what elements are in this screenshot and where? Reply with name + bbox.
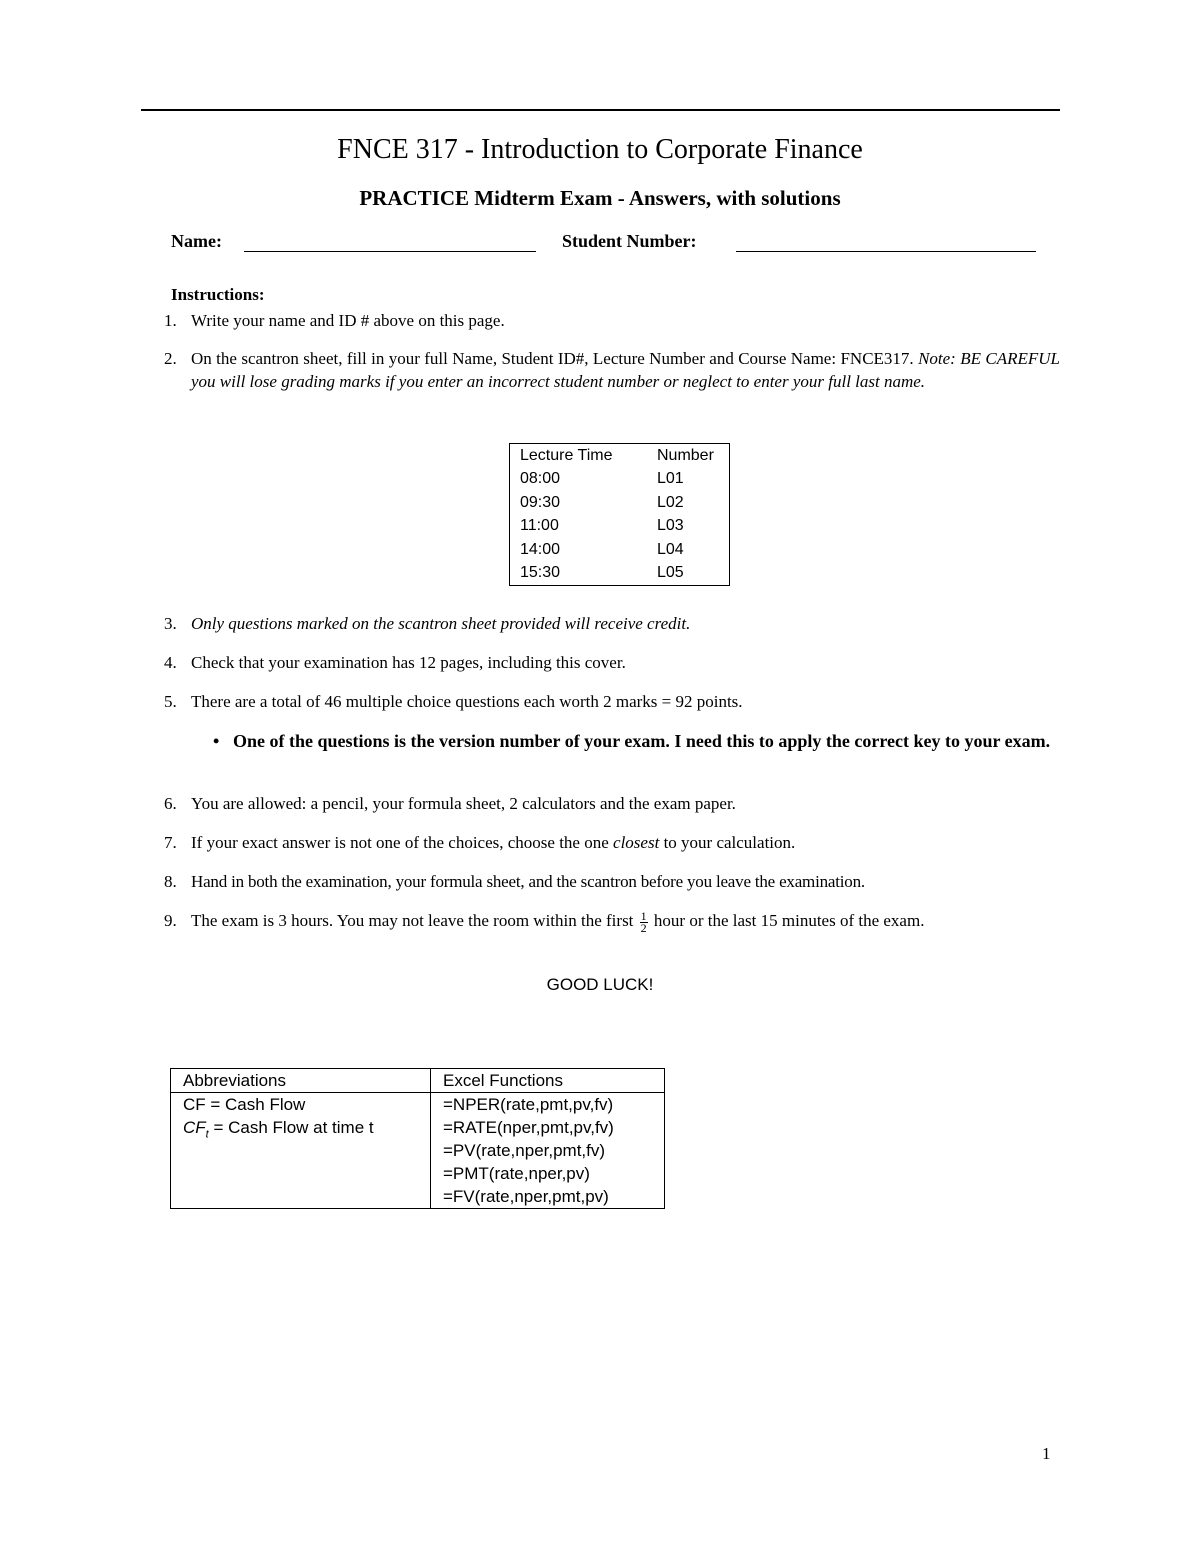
lecture-time: 11:00: [520, 517, 559, 535]
top-rule: [141, 109, 1060, 111]
lecture-number: L02: [657, 493, 684, 511]
half-fraction: [640, 908, 648, 935]
item-text-main: On the scantron sheet, fill in your full Name, Student ID#, Lecture Number and Course Name: FNCE317.: [191, 349, 919, 368]
item-text: [191, 831, 1060, 854]
item-number: 5.: [164, 692, 177, 711]
excel-functions-cell: [431, 1093, 665, 1209]
item-text: You are allowed: a pencil, your formula sheet, 2 calculators and the exam paper.: [191, 794, 736, 813]
instruction-item-4: [164, 651, 1060, 674]
instruction-item-3: [164, 612, 1060, 635]
table-row: [510, 538, 730, 562]
cft-subscript: t: [205, 1128, 209, 1141]
item-number: 1.: [164, 311, 177, 330]
excel-function-pv: =PV(rate,nper,pmt,fv): [443, 1141, 606, 1160]
table-row: [510, 491, 730, 515]
instruction-item-1: [164, 309, 1060, 332]
header-cell: Lecture Time: [520, 446, 613, 464]
bullet-text: One of the questions is the version number of your exam. I need this to apply the correct key to your exam.: [233, 731, 1051, 751]
item-text-after: to your calculation.: [659, 833, 796, 852]
bullet-icon: •: [213, 731, 220, 751]
table-header-row: [510, 444, 730, 468]
student-number-fill-line[interactable]: [736, 251, 1036, 252]
page-number: 1: [1042, 1444, 1051, 1463]
excel-function-rate: =RATE(nper,pmt,pv,fv): [443, 1118, 614, 1137]
item-number: 7.: [164, 833, 177, 852]
item-number: 3.: [164, 614, 177, 633]
lecture-number: L03: [657, 517, 684, 535]
instruction-item-6: [164, 792, 1060, 815]
item-text-before: If your exact answer is not one of the choices, choose the one: [191, 833, 614, 852]
student-number-label: Student Number:: [562, 231, 697, 251]
name-label: Name:: [171, 231, 222, 251]
abbreviations-table: [170, 1068, 665, 1209]
instruction-item-8: [164, 870, 1060, 893]
item-text: Only questions marked on the scantron sheet provided will receive credit.: [191, 614, 691, 633]
item-text-after: hour or the last 15 minutes of the exam.: [649, 911, 925, 930]
item-number: 4.: [164, 653, 177, 672]
item-text: [191, 909, 1060, 934]
name-fill-line[interactable]: [244, 251, 536, 252]
cft-definition: = Cash Flow at time t: [213, 1118, 374, 1137]
cft-symbol: CF: [183, 1118, 206, 1137]
lecture-time: 09:30: [520, 493, 561, 511]
lecture-time: 08:00: [520, 470, 561, 488]
lecture-table: [509, 443, 730, 586]
excel-function-pmt: =PMT(rate,nper,pv): [443, 1164, 590, 1183]
instruction-item-7: [164, 831, 1060, 854]
item-text-before: The exam is 3 hours. You may not leave the room within the first: [191, 911, 638, 930]
item-number: 6.: [164, 794, 177, 813]
bullet-item: [213, 730, 1060, 753]
header-cell: Excel Functions: [431, 1069, 665, 1093]
header-cell: Abbreviations: [171, 1069, 431, 1093]
fraction-numerator: 1: [640, 908, 647, 923]
table-row: [510, 515, 730, 539]
table-header-row: [171, 1069, 665, 1093]
lecture-time: 14:00: [520, 540, 561, 558]
lecture-number: L05: [657, 564, 684, 582]
lecture-number: L01: [657, 470, 684, 488]
item-text: There are a total of 46 multiple choice questions each worth 2 marks = 92 points.: [191, 692, 743, 711]
course-title: FNCE 317 - Introduction to Corporate Finance: [337, 134, 863, 165]
item-number: 2.: [164, 349, 177, 368]
abbreviation-cf: CF = Cash Flow: [183, 1095, 306, 1114]
header-cell: Number: [657, 446, 714, 464]
item-emphasis: closest: [613, 833, 660, 852]
lecture-time: 15:30: [520, 564, 561, 582]
instruction-item-9: [164, 909, 1060, 934]
table-row: [171, 1093, 665, 1209]
abbreviation-cft: [183, 1116, 418, 1146]
item-text: Hand in both the examination, your formula sheet, and the scantron before you leave the examination.: [191, 872, 865, 891]
instructions-heading: Instructions:: [171, 285, 265, 304]
item-number: 9.: [164, 911, 177, 930]
table-row: [510, 468, 730, 492]
abbreviations-cell: [171, 1093, 431, 1209]
instruction-item-5: [164, 690, 1060, 713]
item-text: [191, 347, 1060, 393]
fraction-denominator: 2: [640, 920, 647, 935]
item-note: Note: BE CAREFUL you will lose grading marks if you enter an incorrect student number or neglect to enter your full last name.: [191, 349, 1060, 391]
excel-function-fv: =FV(rate,nper,pmt,pv): [443, 1187, 609, 1206]
table-row: [510, 562, 730, 586]
item-number: 8.: [164, 872, 177, 891]
item-text: Write your name and ID # above on this page.: [191, 311, 505, 330]
item-text: Check that your examination has 12 pages, including this cover.: [191, 653, 626, 672]
good-luck-text: GOOD LUCK!: [546, 975, 654, 994]
exam-subtitle: PRACTICE Midterm Exam - Answers, with solutions: [359, 186, 841, 210]
lecture-number: L04: [657, 540, 684, 558]
excel-function-nper: =NPER(rate,pmt,pv,fv): [443, 1095, 614, 1114]
instruction-item-2: [164, 347, 1060, 393]
